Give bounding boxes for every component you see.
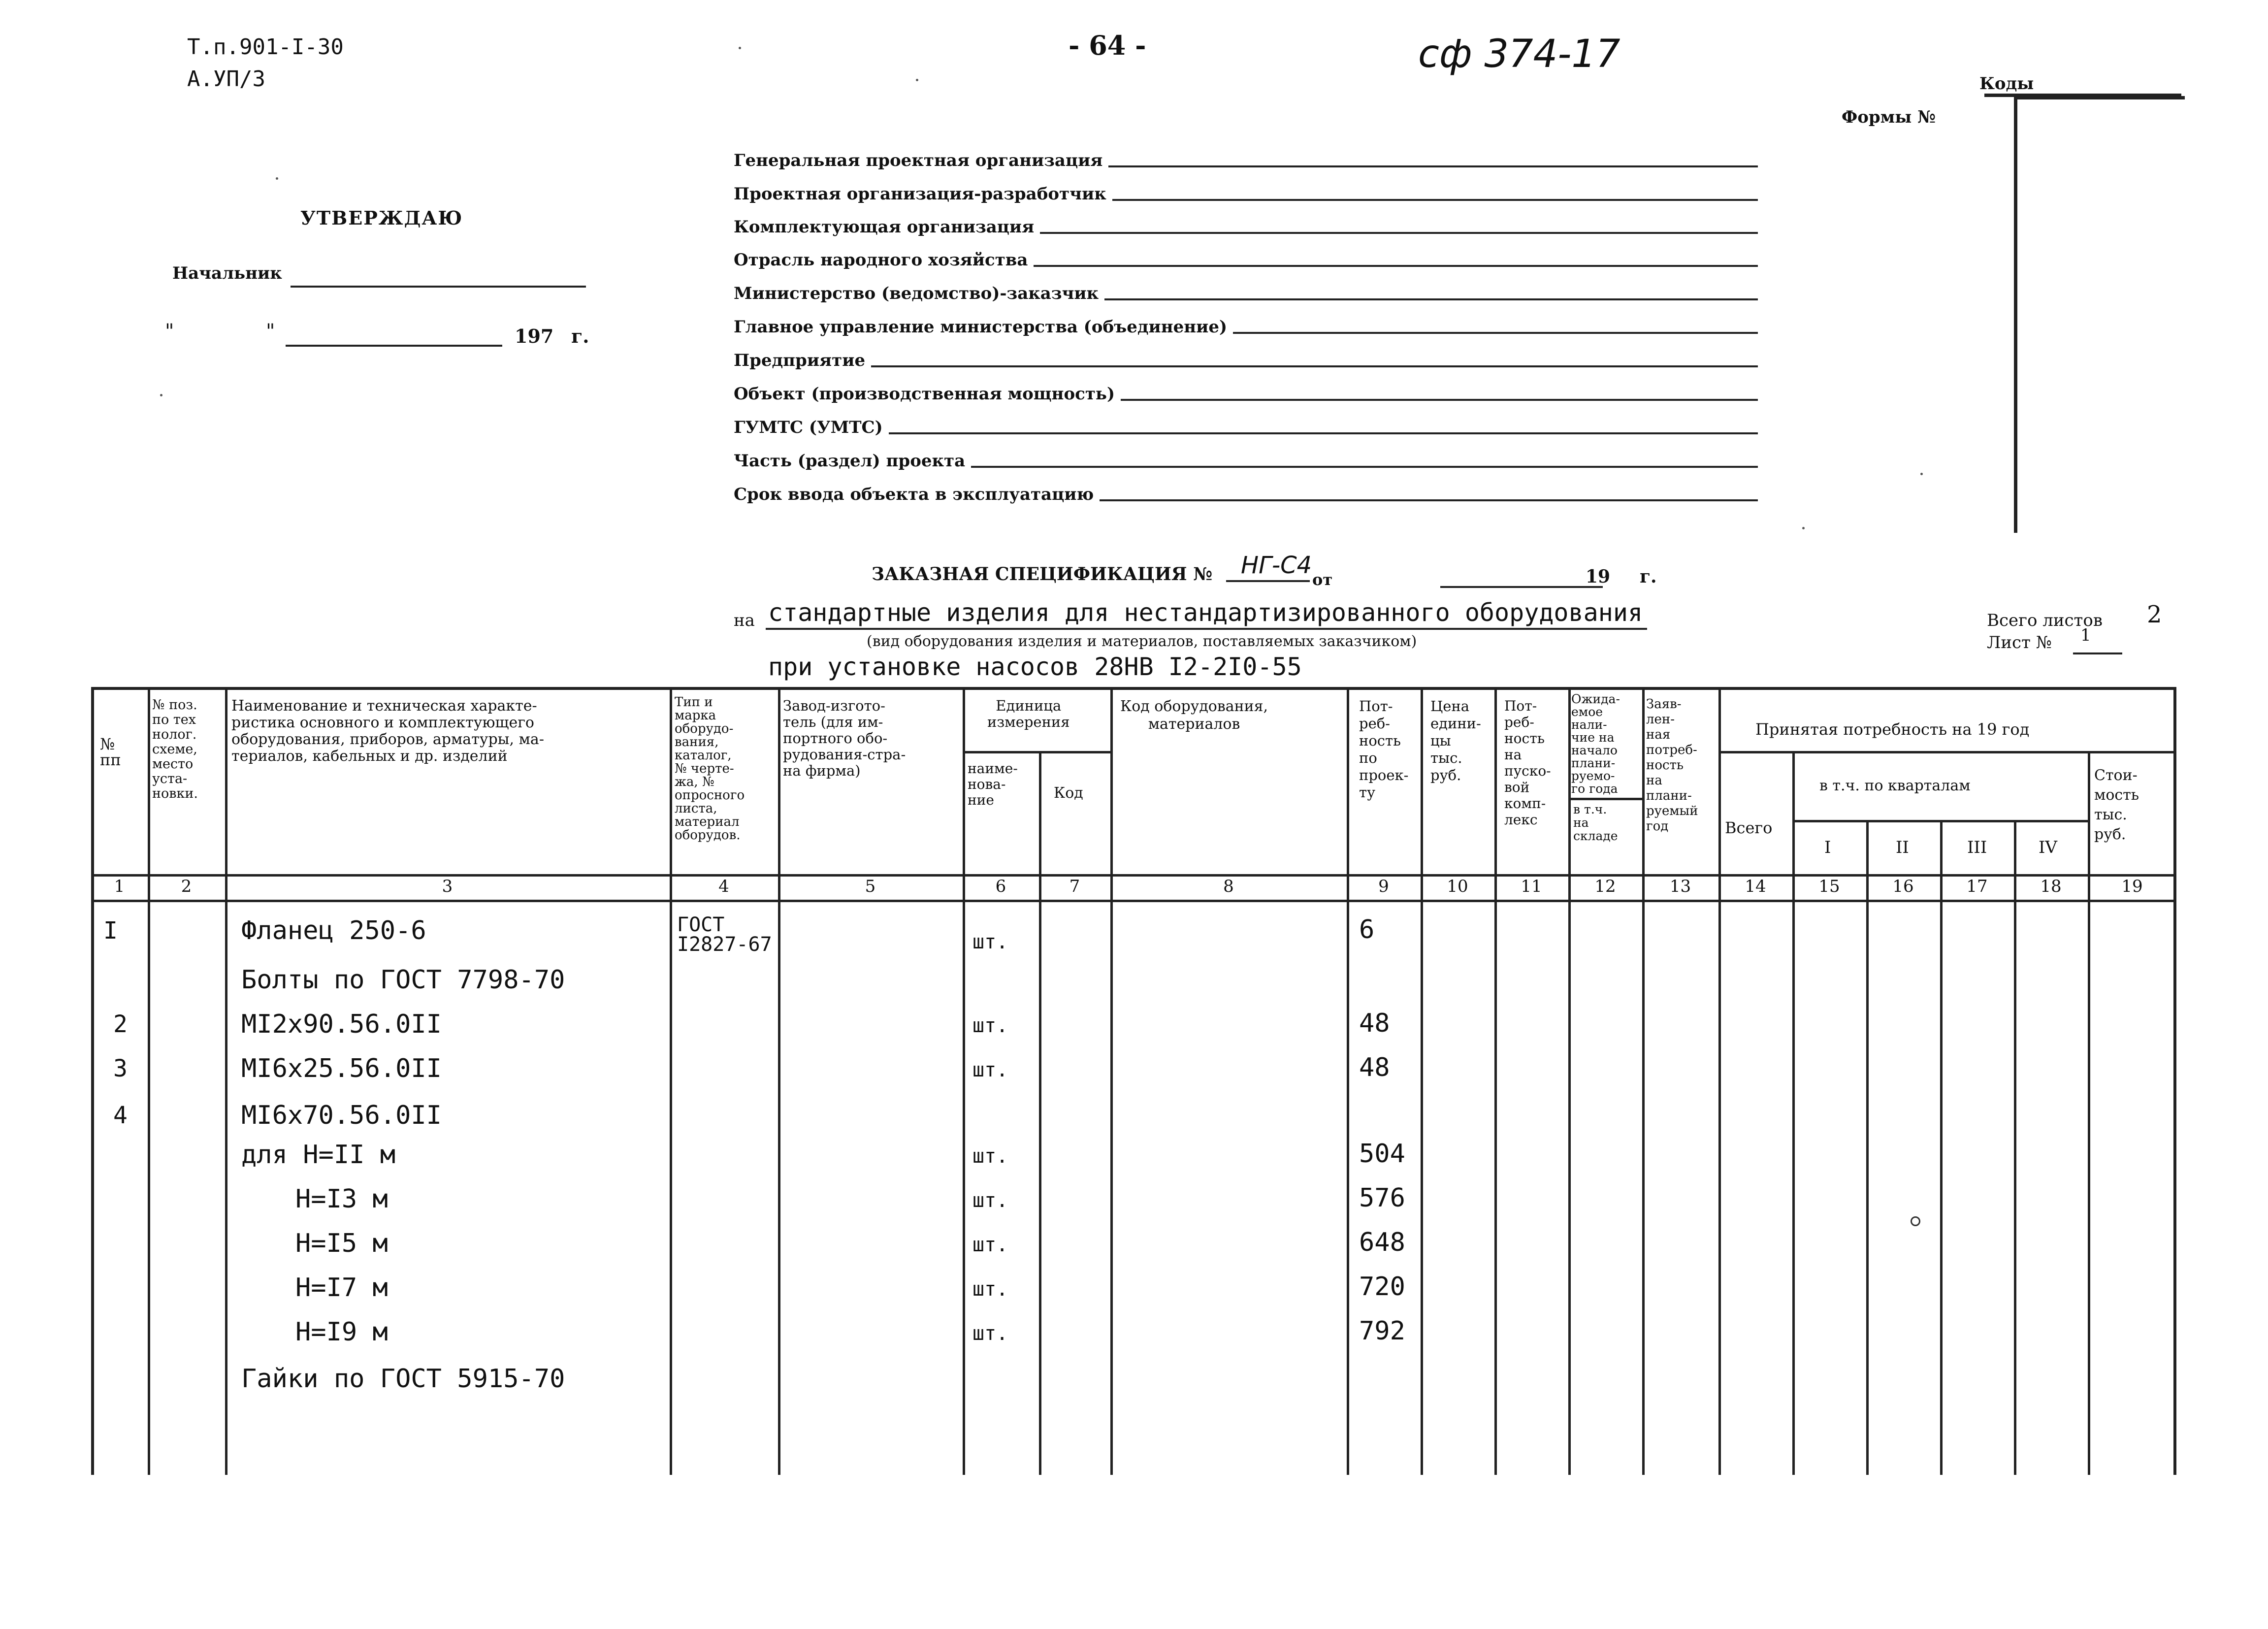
- field-commission-date: [734, 477, 1758, 504]
- field-label: Предприятие: [734, 351, 866, 370]
- header-col-15-group: в т.ч. по кварталам: [1819, 777, 1971, 794]
- field-enterprise: [734, 343, 1758, 370]
- field-line: [1121, 399, 1758, 401]
- header-col-2: № поз. по тех нолог. схеме, место уста- новки.: [152, 697, 198, 801]
- column-number: 4: [718, 877, 729, 896]
- field-complete-org: [734, 209, 1758, 237]
- spec-subject-note: (вид оборудования изделия и материалов, поставляемых заказчиком): [867, 633, 1417, 650]
- scan-speck: [276, 177, 278, 180]
- field-label: Срок ввода объекта в эксплуатацию: [734, 485, 1094, 504]
- column-number: 10: [1447, 877, 1468, 896]
- header-col-8: Код оборудования, материалов: [1120, 698, 1268, 733]
- sheet-number: 1: [2080, 625, 2091, 645]
- col-divider: [1039, 751, 1041, 1475]
- spec-from-label: от: [1312, 570, 1333, 589]
- row-item-name: МI6x70.56.0II: [241, 1101, 442, 1130]
- scan-speck: [1920, 473, 1923, 475]
- doc-code-primary: Т.п.901-I-30: [187, 34, 344, 60]
- field-label: Проектная организация-разработчик: [734, 184, 1106, 204]
- row-number: 4: [113, 1102, 128, 1129]
- row-item-name: МI2x90.56.0II: [241, 1010, 442, 1039]
- header-col-11: Пот- реб- ность на пуско- вой комп- лекс: [1504, 698, 1551, 828]
- column-number: 5: [865, 877, 876, 896]
- column-number: 17: [1966, 877, 1988, 896]
- header-col-6-group: Единица измерения: [987, 697, 1070, 730]
- header-col-15: I: [1824, 838, 1831, 857]
- sheet-label: Лист №: [1987, 633, 2052, 652]
- field-label: Отрасль народного хозяйства: [734, 250, 1028, 270]
- field-line: [1112, 199, 1758, 201]
- col-divider: [1718, 687, 1721, 1475]
- field-main-directorate: [734, 309, 1758, 337]
- row-item-unit: шт.: [972, 1189, 1008, 1212]
- header-subline: [1568, 798, 1642, 800]
- column-number: 7: [1069, 877, 1080, 896]
- field-design-org-developer: [734, 176, 1758, 204]
- col-divider: [225, 687, 227, 1475]
- colnum-bottom-line: [91, 900, 2176, 902]
- scan-speck: [1911, 1216, 1920, 1226]
- row-item-unit: шт.: [972, 1145, 1008, 1168]
- row-item-name: Болты по ГОСТ 7798-70: [241, 965, 565, 995]
- header-col-3: Наименование и техническая характе- ристика основного и комплектующего оборудования, приборов, арматуры, ма- териалов, кабельных и др. изделий: [231, 697, 544, 765]
- spec-on-label: на: [734, 611, 755, 630]
- col-divider: [963, 687, 965, 1475]
- header-subline: [1718, 751, 2176, 753]
- scan-speck: [160, 394, 162, 396]
- header-col-1: № пп: [100, 735, 121, 769]
- column-number: 16: [1892, 877, 1914, 896]
- column-number: 11: [1521, 877, 1542, 896]
- col-divider: [1792, 751, 1795, 1475]
- page-number: - 64 -: [1069, 30, 1146, 61]
- column-number: 1: [114, 877, 125, 896]
- date-open-quote: ": [165, 320, 174, 343]
- row-item-name: Н=I9 м: [295, 1317, 388, 1347]
- handwritten-reference: сф 374-17: [1418, 32, 1620, 76]
- row-item-name: Н=I7 м: [295, 1273, 388, 1303]
- field-line: [1108, 165, 1758, 167]
- column-number: 15: [1818, 877, 1840, 896]
- field-label: Часть (раздел) проекта: [734, 451, 966, 471]
- date-close-quote: ": [266, 320, 275, 343]
- column-number: 8: [1223, 877, 1234, 896]
- forms-label: Формы №: [1842, 107, 1936, 127]
- row-item-name: Гайки по ГОСТ 5915-70: [241, 1364, 565, 1394]
- field-object: [734, 376, 1758, 404]
- header-col-10: Цена едини- цы тыс. руб.: [1430, 698, 1481, 783]
- row-item-unit: шт.: [972, 931, 1008, 953]
- column-number: 13: [1669, 877, 1691, 896]
- field-line: [1233, 332, 1758, 334]
- row-item-qty: 576: [1359, 1183, 1405, 1213]
- row-number: 2: [113, 1010, 128, 1038]
- spec-title: ЗАКАЗНАЯ СПЕЦИФИКАЦИЯ №: [872, 564, 1213, 585]
- row-item-unit: шт.: [972, 1059, 1008, 1081]
- header-col-13: Заяв- лен- ная потреб- ность на плани- руемый год: [1646, 697, 1698, 834]
- col-divider: [1347, 687, 1349, 1475]
- scan-speck: [1802, 527, 1805, 529]
- doc-code-secondary: А.УП/3: [187, 66, 265, 92]
- header-col-12b: в т.ч. на складе: [1573, 802, 1618, 843]
- header-col-19: Стои- мость тыс. руб.: [2094, 767, 2139, 843]
- col-divider: [670, 687, 672, 1475]
- field-general-design-org: [734, 143, 1758, 170]
- field-label: Главное управление министерства (объединение): [734, 317, 1228, 337]
- col-divider: [1494, 687, 1497, 1475]
- field-label: ГУМТС (УМТС): [734, 418, 883, 437]
- header-col-4: Тип и марка оборудо- вания, каталог, № черте- жа, № опросного листа, материал оборудов.: [675, 695, 745, 843]
- col-divider: [2014, 820, 2016, 1475]
- row-item-qty: 648: [1359, 1228, 1405, 1257]
- col-divider: [778, 687, 780, 1475]
- col-divider: [1568, 687, 1571, 1475]
- spec-year-suffix: г.: [1640, 566, 1657, 587]
- field-project-part: [734, 443, 1758, 471]
- header-subline: [963, 751, 1110, 753]
- codes-header-line: [1984, 94, 2181, 97]
- field-industry: [734, 242, 1758, 270]
- field-line: [871, 365, 1758, 367]
- spec-number: НГ-С4: [1241, 552, 1312, 579]
- column-number: 14: [1745, 877, 1766, 896]
- header-col-12: Ожида- емое нали- чие на начало плани- руемо- го года: [1571, 692, 1620, 796]
- approval-year: 197: [515, 325, 554, 347]
- row-item-type: ГОСТ I2827-67: [677, 913, 772, 956]
- spec-subject-line1: стандартные изделия для нестандартизированного оборудования: [768, 598, 1643, 627]
- row-item-unit: шт.: [972, 1278, 1008, 1301]
- chief-label: Начальник: [172, 263, 282, 283]
- spec-subject-line2: при установке насосов 28НВ I2-2I0-55: [768, 652, 1302, 681]
- field-label: Генеральная проектная организация: [734, 151, 1103, 170]
- row-item-qty: 720: [1359, 1272, 1405, 1302]
- field-line: [1034, 265, 1758, 267]
- col-divider: [1421, 687, 1423, 1475]
- row-item-unit: шт.: [972, 1234, 1008, 1256]
- scan-speck: [916, 79, 918, 81]
- field-line: [1040, 232, 1758, 234]
- col-divider: [148, 687, 150, 1475]
- column-number: 3: [442, 877, 453, 896]
- col-divider: [2088, 751, 2090, 1475]
- approval-title: УТВЕРЖДАЮ: [300, 207, 463, 229]
- chief-signature-line: [291, 286, 586, 288]
- column-number: 18: [2040, 877, 2062, 896]
- row-item-qty: 792: [1359, 1316, 1405, 1346]
- header-col-6: наиме- нова- ние: [968, 760, 1018, 808]
- spec-year: 19: [1586, 566, 1611, 587]
- date-line: [286, 345, 502, 347]
- row-item-qty: 48: [1359, 1009, 1390, 1038]
- row-item-qty: 6: [1359, 915, 1375, 945]
- sheet-number-line: [2073, 652, 2122, 654]
- col-divider: [1110, 687, 1113, 1475]
- spec-date-line: [1440, 586, 1603, 588]
- header-col-17: III: [1967, 838, 1987, 857]
- column-number: 6: [995, 877, 1006, 896]
- field-ministry-customer: [734, 276, 1758, 303]
- row-item-name: Фланец 250-6: [241, 916, 426, 945]
- codes-label: Коды: [1979, 74, 2034, 94]
- header-subline: [1792, 820, 2088, 822]
- header-col-14: Всего: [1725, 818, 1773, 837]
- header-col-18: IV: [2039, 838, 2057, 857]
- row-item-qty: 504: [1359, 1139, 1405, 1169]
- total-sheets: 2: [2147, 601, 2162, 628]
- row-item-name: Н=I5 м: [295, 1229, 388, 1258]
- header-col-14-group: Принятая потребность на 19 год: [1755, 720, 2030, 739]
- col-divider: [1642, 687, 1645, 1475]
- column-number: 12: [1594, 877, 1616, 896]
- field-line: [971, 466, 1758, 468]
- header-col-5: Завод-изгото- тель (для им- портного обо- рудования-стра- на фирма): [783, 697, 906, 779]
- column-number: 9: [1378, 877, 1389, 896]
- spec-number-line: [1226, 580, 1310, 582]
- row-item-name: Н=I3 м: [295, 1184, 388, 1214]
- row-number: 3: [113, 1055, 128, 1082]
- column-number: 2: [181, 877, 192, 896]
- row-item-qty: 48: [1359, 1053, 1390, 1082]
- field-line: [1100, 499, 1758, 501]
- approval-year-suffix: г.: [571, 325, 589, 347]
- field-label: Объект (производственная мощность): [734, 384, 1115, 404]
- row-item-unit: шт.: [972, 1014, 1008, 1037]
- header-col-16: II: [1896, 838, 1909, 857]
- scan-speck: [739, 47, 741, 49]
- header-col-7: Код: [1054, 784, 1083, 802]
- row-number: I: [103, 917, 118, 945]
- row-item-name: МI6x25.56.0II: [241, 1054, 442, 1083]
- column-number: 19: [2121, 877, 2143, 896]
- total-sheets-label: Всего листов: [1987, 611, 2103, 630]
- row-item-name: для Н=II м: [241, 1140, 396, 1170]
- header-col-9: Пот- реб- ность по проек- ту: [1359, 698, 1409, 801]
- field-label: Министерство (ведомство)-заказчик: [734, 284, 1099, 303]
- col-divider: [1866, 820, 1869, 1475]
- field-label: Комплектующая организация: [734, 217, 1035, 237]
- spec-subject-underline: [766, 628, 1647, 630]
- codes-box: [2014, 96, 2185, 533]
- field-line: [1104, 298, 1758, 300]
- field-line: [889, 432, 1758, 434]
- col-divider: [1940, 820, 1943, 1475]
- field-gumts: [734, 410, 1758, 437]
- row-item-unit: шт.: [972, 1322, 1008, 1345]
